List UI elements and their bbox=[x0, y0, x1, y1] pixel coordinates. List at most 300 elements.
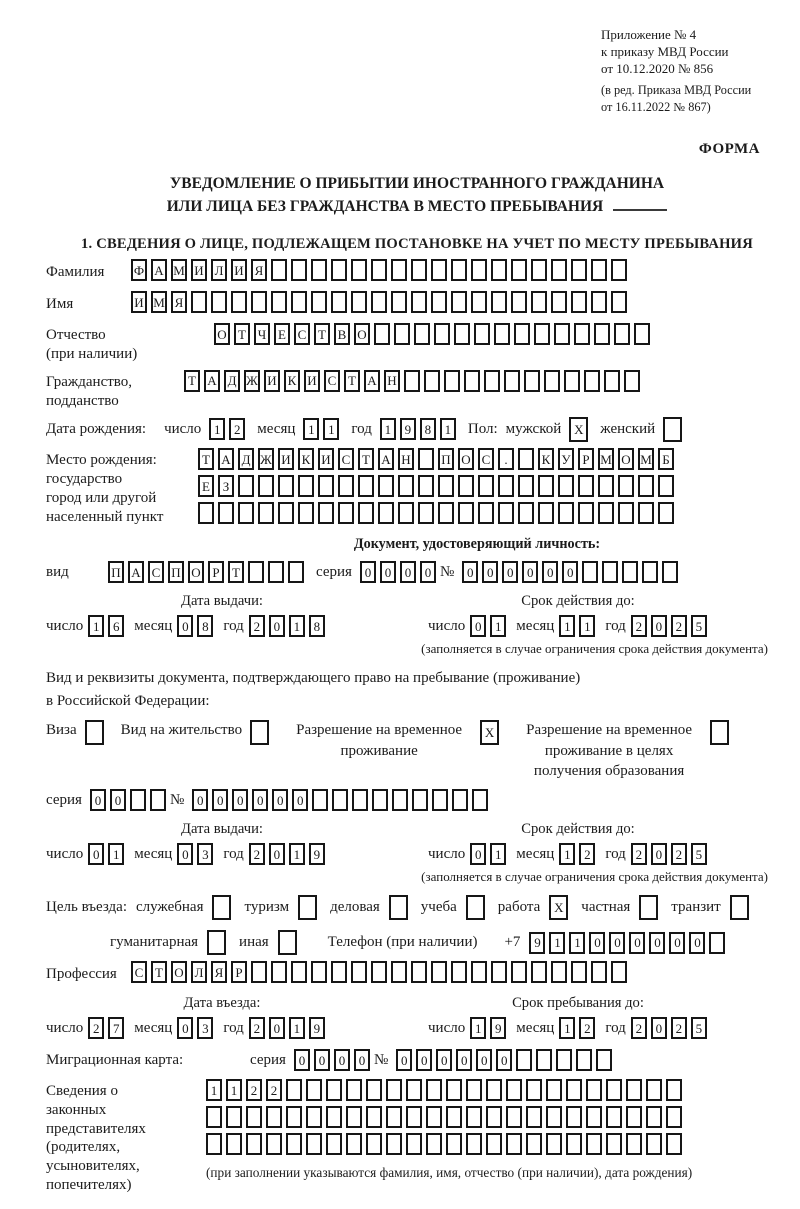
char-box[interactable] bbox=[576, 1049, 592, 1071]
char-box[interactable] bbox=[371, 961, 387, 983]
char-box[interactable] bbox=[566, 1106, 582, 1128]
char-box[interactable] bbox=[251, 291, 267, 313]
char-box[interactable] bbox=[516, 1049, 532, 1071]
char-box[interactable] bbox=[311, 291, 327, 313]
char-box[interactable]: 1 bbox=[490, 615, 506, 637]
char-box[interactable] bbox=[638, 502, 654, 524]
char-box[interactable] bbox=[366, 1133, 382, 1155]
char-box[interactable]: 0 bbox=[334, 1049, 350, 1071]
char-box[interactable] bbox=[606, 1133, 622, 1155]
char-box[interactable] bbox=[351, 259, 367, 281]
char-box[interactable] bbox=[306, 1106, 322, 1128]
char-box[interactable]: 2 bbox=[671, 1017, 687, 1039]
char-box[interactable] bbox=[511, 291, 527, 313]
char-box[interactable] bbox=[526, 1079, 542, 1101]
char-box[interactable]: 1 bbox=[303, 418, 319, 440]
char-box[interactable] bbox=[578, 502, 594, 524]
char-box[interactable]: А bbox=[364, 370, 380, 392]
char-box[interactable]: С bbox=[338, 448, 354, 470]
char-box[interactable]: О bbox=[458, 448, 474, 470]
char-box[interactable]: 6 bbox=[108, 615, 124, 637]
char-box[interactable] bbox=[278, 475, 294, 497]
char-box[interactable] bbox=[551, 259, 567, 281]
char-box[interactable] bbox=[191, 291, 207, 313]
char-box[interactable]: 2 bbox=[579, 843, 595, 865]
char-box[interactable]: 1 bbox=[569, 932, 585, 954]
char-box[interactable] bbox=[352, 789, 368, 811]
char-box[interactable] bbox=[504, 370, 520, 392]
char-box[interactable]: 0 bbox=[669, 932, 685, 954]
char-box[interactable] bbox=[478, 502, 494, 524]
char-box[interactable] bbox=[318, 475, 334, 497]
char-box[interactable]: 0 bbox=[651, 615, 667, 637]
char-box[interactable] bbox=[351, 291, 367, 313]
char-box[interactable] bbox=[454, 323, 470, 345]
char-box[interactable]: Д bbox=[238, 448, 254, 470]
char-box[interactable] bbox=[646, 1079, 662, 1101]
char-box[interactable]: 1 bbox=[289, 615, 305, 637]
char-box[interactable]: И bbox=[264, 370, 280, 392]
char-box[interactable] bbox=[491, 291, 507, 313]
char-box[interactable]: 2 bbox=[631, 843, 647, 865]
char-box[interactable]: 3 bbox=[197, 843, 213, 865]
char-box[interactable]: X bbox=[569, 417, 588, 442]
char-box[interactable]: П bbox=[168, 561, 184, 583]
char-box[interactable] bbox=[298, 475, 314, 497]
char-box[interactable]: Ф bbox=[131, 259, 147, 281]
char-box[interactable]: 1 bbox=[440, 418, 456, 440]
char-box[interactable] bbox=[446, 1079, 462, 1101]
char-box[interactable] bbox=[226, 1106, 242, 1128]
char-box[interactable]: 3 bbox=[197, 1017, 213, 1039]
char-box[interactable] bbox=[646, 1133, 662, 1155]
char-box[interactable] bbox=[546, 1133, 562, 1155]
char-box[interactable]: И bbox=[231, 259, 247, 281]
char-box[interactable] bbox=[586, 1079, 602, 1101]
char-box[interactable]: 0 bbox=[396, 1049, 412, 1071]
char-box[interactable] bbox=[558, 502, 574, 524]
char-box[interactable] bbox=[452, 789, 468, 811]
char-box[interactable] bbox=[331, 259, 347, 281]
char-box[interactable] bbox=[386, 1079, 402, 1101]
char-box[interactable] bbox=[411, 259, 427, 281]
char-box[interactable]: 8 bbox=[197, 615, 213, 637]
char-box[interactable]: М bbox=[598, 448, 614, 470]
char-box[interactable] bbox=[498, 475, 514, 497]
char-box[interactable]: 0 bbox=[609, 932, 625, 954]
char-box[interactable]: 1 bbox=[559, 1017, 575, 1039]
char-box[interactable] bbox=[618, 475, 634, 497]
char-box[interactable] bbox=[338, 475, 354, 497]
char-box[interactable]: . bbox=[498, 448, 514, 470]
char-box[interactable]: 0 bbox=[651, 1017, 667, 1039]
char-box[interactable] bbox=[404, 370, 420, 392]
char-box[interactable]: С bbox=[478, 448, 494, 470]
char-box[interactable]: Н bbox=[384, 370, 400, 392]
char-box[interactable] bbox=[391, 961, 407, 983]
char-box[interactable] bbox=[411, 961, 427, 983]
char-box[interactable] bbox=[524, 370, 540, 392]
char-box[interactable]: А bbox=[204, 370, 220, 392]
char-box[interactable] bbox=[551, 961, 567, 983]
char-box[interactable] bbox=[624, 370, 640, 392]
char-box[interactable] bbox=[366, 1079, 382, 1101]
char-box[interactable] bbox=[571, 291, 587, 313]
char-box[interactable] bbox=[558, 475, 574, 497]
char-box[interactable] bbox=[258, 475, 274, 497]
char-box[interactable]: 0 bbox=[232, 789, 248, 811]
char-box[interactable]: 2 bbox=[249, 1017, 265, 1039]
char-box[interactable] bbox=[602, 561, 618, 583]
char-box[interactable]: П bbox=[438, 448, 454, 470]
char-box[interactable] bbox=[431, 291, 447, 313]
char-box[interactable] bbox=[451, 259, 467, 281]
char-box[interactable] bbox=[278, 930, 297, 955]
char-box[interactable]: 0 bbox=[314, 1049, 330, 1071]
char-box[interactable]: 0 bbox=[689, 932, 705, 954]
char-box[interactable]: 2 bbox=[631, 615, 647, 637]
char-box[interactable] bbox=[358, 502, 374, 524]
char-box[interactable]: 0 bbox=[651, 843, 667, 865]
char-box[interactable]: 0 bbox=[252, 789, 268, 811]
char-box[interactable]: Б bbox=[658, 448, 674, 470]
char-box[interactable]: Е bbox=[274, 323, 290, 345]
char-box[interactable]: 2 bbox=[579, 1017, 595, 1039]
char-box[interactable] bbox=[438, 475, 454, 497]
char-box[interactable] bbox=[212, 895, 231, 920]
char-box[interactable] bbox=[251, 961, 267, 983]
char-box[interactable]: 2 bbox=[671, 843, 687, 865]
char-box[interactable] bbox=[246, 1106, 262, 1128]
char-box[interactable]: 1 bbox=[289, 1017, 305, 1039]
char-box[interactable] bbox=[639, 895, 658, 920]
char-box[interactable] bbox=[622, 561, 638, 583]
char-box[interactable] bbox=[566, 1079, 582, 1101]
char-box[interactable] bbox=[611, 961, 627, 983]
char-box[interactable]: 0 bbox=[380, 561, 396, 583]
char-box[interactable]: 9 bbox=[400, 418, 416, 440]
char-box[interactable] bbox=[564, 370, 580, 392]
char-box[interactable]: А bbox=[378, 448, 394, 470]
char-box[interactable] bbox=[392, 789, 408, 811]
char-box[interactable]: 0 bbox=[629, 932, 645, 954]
char-box[interactable] bbox=[594, 323, 610, 345]
char-box[interactable] bbox=[426, 1079, 442, 1101]
char-box[interactable] bbox=[486, 1079, 502, 1101]
char-box[interactable]: Р bbox=[231, 961, 247, 983]
char-box[interactable] bbox=[418, 502, 434, 524]
char-box[interactable]: 5 bbox=[691, 843, 707, 865]
char-box[interactable] bbox=[248, 561, 264, 583]
char-box[interactable] bbox=[398, 475, 414, 497]
char-box[interactable] bbox=[544, 370, 560, 392]
char-box[interactable] bbox=[291, 961, 307, 983]
char-box[interactable] bbox=[291, 291, 307, 313]
char-box[interactable] bbox=[268, 561, 284, 583]
char-box[interactable] bbox=[466, 895, 485, 920]
char-box[interactable]: А bbox=[151, 259, 167, 281]
char-box[interactable]: X bbox=[480, 720, 499, 745]
char-box[interactable]: 0 bbox=[177, 615, 193, 637]
char-box[interactable] bbox=[311, 259, 327, 281]
char-box[interactable] bbox=[286, 1133, 302, 1155]
char-box[interactable]: И bbox=[304, 370, 320, 392]
char-box[interactable]: 0 bbox=[496, 1049, 512, 1071]
char-box[interactable] bbox=[426, 1106, 442, 1128]
char-box[interactable]: Я bbox=[171, 291, 187, 313]
char-box[interactable]: М bbox=[638, 448, 654, 470]
char-box[interactable] bbox=[211, 291, 227, 313]
char-box[interactable] bbox=[598, 475, 614, 497]
char-box[interactable]: А bbox=[218, 448, 234, 470]
char-box[interactable]: О bbox=[188, 561, 204, 583]
char-box[interactable]: 2 bbox=[631, 1017, 647, 1039]
char-box[interactable]: Ж bbox=[244, 370, 260, 392]
char-box[interactable]: 0 bbox=[470, 843, 486, 865]
char-box[interactable] bbox=[546, 1079, 562, 1101]
char-box[interactable] bbox=[351, 961, 367, 983]
char-box[interactable] bbox=[271, 259, 287, 281]
char-box[interactable] bbox=[206, 1106, 222, 1128]
char-box[interactable] bbox=[526, 1133, 542, 1155]
char-box[interactable] bbox=[426, 1133, 442, 1155]
char-box[interactable]: 0 bbox=[90, 789, 106, 811]
char-box[interactable]: К bbox=[298, 448, 314, 470]
char-box[interactable] bbox=[246, 1133, 262, 1155]
char-box[interactable] bbox=[466, 1079, 482, 1101]
char-box[interactable]: 0 bbox=[212, 789, 228, 811]
char-box[interactable] bbox=[506, 1106, 522, 1128]
char-box[interactable]: Т bbox=[344, 370, 360, 392]
char-box[interactable] bbox=[371, 291, 387, 313]
char-box[interactable] bbox=[598, 502, 614, 524]
char-box[interactable] bbox=[271, 291, 287, 313]
char-box[interactable]: Т bbox=[314, 323, 330, 345]
char-box[interactable] bbox=[394, 323, 410, 345]
char-box[interactable] bbox=[391, 291, 407, 313]
char-box[interactable]: 1 bbox=[206, 1079, 222, 1101]
char-box[interactable] bbox=[538, 475, 554, 497]
char-box[interactable] bbox=[266, 1133, 282, 1155]
char-box[interactable]: Т bbox=[151, 961, 167, 983]
char-box[interactable]: 2 bbox=[249, 615, 265, 637]
char-box[interactable] bbox=[574, 323, 590, 345]
char-box[interactable]: С bbox=[294, 323, 310, 345]
char-box[interactable] bbox=[218, 502, 234, 524]
char-box[interactable] bbox=[378, 502, 394, 524]
char-box[interactable] bbox=[709, 932, 725, 954]
char-box[interactable] bbox=[226, 1133, 242, 1155]
char-box[interactable] bbox=[531, 961, 547, 983]
char-box[interactable]: 8 bbox=[420, 418, 436, 440]
char-box[interactable]: 0 bbox=[462, 561, 478, 583]
char-box[interactable] bbox=[471, 291, 487, 313]
char-box[interactable]: Т bbox=[184, 370, 200, 392]
char-box[interactable] bbox=[626, 1079, 642, 1101]
char-box[interactable]: 1 bbox=[226, 1079, 242, 1101]
char-box[interactable] bbox=[414, 323, 430, 345]
char-box[interactable]: 0 bbox=[177, 1017, 193, 1039]
char-box[interactable] bbox=[494, 323, 510, 345]
char-box[interactable] bbox=[207, 930, 226, 955]
char-box[interactable] bbox=[298, 895, 317, 920]
char-box[interactable] bbox=[424, 370, 440, 392]
char-box[interactable]: 1 bbox=[549, 932, 565, 954]
char-box[interactable] bbox=[238, 475, 254, 497]
char-box[interactable] bbox=[566, 1133, 582, 1155]
char-box[interactable] bbox=[606, 1106, 622, 1128]
char-box[interactable] bbox=[578, 475, 594, 497]
char-box[interactable]: Р bbox=[578, 448, 594, 470]
char-box[interactable]: 1 bbox=[380, 418, 396, 440]
char-box[interactable] bbox=[646, 1106, 662, 1128]
char-box[interactable] bbox=[458, 475, 474, 497]
char-box[interactable]: 0 bbox=[542, 561, 558, 583]
char-box[interactable]: 9 bbox=[529, 932, 545, 954]
char-box[interactable] bbox=[538, 502, 554, 524]
char-box[interactable] bbox=[371, 259, 387, 281]
char-box[interactable] bbox=[506, 1133, 522, 1155]
char-box[interactable] bbox=[346, 1133, 362, 1155]
char-box[interactable]: Т bbox=[228, 561, 244, 583]
char-box[interactable]: 0 bbox=[269, 615, 285, 637]
char-box[interactable]: 0 bbox=[476, 1049, 492, 1071]
char-box[interactable]: 1 bbox=[559, 843, 575, 865]
char-box[interactable] bbox=[444, 370, 460, 392]
char-box[interactable] bbox=[591, 961, 607, 983]
char-box[interactable]: 1 bbox=[209, 418, 225, 440]
char-box[interactable] bbox=[432, 789, 448, 811]
char-box[interactable] bbox=[526, 1106, 542, 1128]
char-box[interactable] bbox=[498, 502, 514, 524]
char-box[interactable] bbox=[286, 1079, 302, 1101]
char-box[interactable]: 0 bbox=[649, 932, 665, 954]
char-box[interactable]: И bbox=[131, 291, 147, 313]
char-box[interactable] bbox=[618, 502, 634, 524]
char-box[interactable] bbox=[554, 323, 570, 345]
char-box[interactable]: 0 bbox=[589, 932, 605, 954]
char-box[interactable]: Ж bbox=[258, 448, 274, 470]
char-box[interactable] bbox=[312, 789, 328, 811]
char-box[interactable]: 0 bbox=[436, 1049, 452, 1071]
char-box[interactable] bbox=[130, 789, 146, 811]
char-box[interactable] bbox=[150, 789, 166, 811]
char-box[interactable]: 2 bbox=[249, 843, 265, 865]
char-box[interactable] bbox=[582, 561, 598, 583]
char-box[interactable]: К bbox=[538, 448, 554, 470]
char-box[interactable] bbox=[486, 1133, 502, 1155]
char-box[interactable] bbox=[662, 561, 678, 583]
char-box[interactable] bbox=[411, 291, 427, 313]
char-box[interactable]: 2 bbox=[671, 615, 687, 637]
char-box[interactable] bbox=[484, 370, 500, 392]
char-box[interactable]: 0 bbox=[110, 789, 126, 811]
char-box[interactable] bbox=[386, 1106, 402, 1128]
char-box[interactable] bbox=[536, 1049, 552, 1071]
char-box[interactable] bbox=[531, 291, 547, 313]
char-box[interactable] bbox=[278, 502, 294, 524]
char-box[interactable]: К bbox=[284, 370, 300, 392]
char-box[interactable] bbox=[418, 448, 434, 470]
char-box[interactable] bbox=[472, 789, 488, 811]
char-box[interactable]: 1 bbox=[323, 418, 339, 440]
char-box[interactable]: И bbox=[318, 448, 334, 470]
char-box[interactable] bbox=[591, 291, 607, 313]
char-box[interactable]: А bbox=[128, 561, 144, 583]
char-box[interactable] bbox=[386, 1133, 402, 1155]
char-box[interactable] bbox=[291, 259, 307, 281]
char-box[interactable] bbox=[318, 502, 334, 524]
char-box[interactable] bbox=[658, 475, 674, 497]
char-box[interactable]: Л bbox=[191, 961, 207, 983]
char-box[interactable] bbox=[288, 561, 304, 583]
char-box[interactable] bbox=[634, 323, 650, 345]
char-box[interactable]: 5 bbox=[691, 1017, 707, 1039]
char-box[interactable]: С bbox=[131, 961, 147, 983]
char-box[interactable] bbox=[406, 1106, 422, 1128]
char-box[interactable] bbox=[642, 561, 658, 583]
char-box[interactable]: 1 bbox=[579, 615, 595, 637]
char-box[interactable]: 0 bbox=[272, 789, 288, 811]
char-box[interactable]: X bbox=[549, 895, 568, 920]
char-box[interactable] bbox=[474, 323, 490, 345]
char-box[interactable]: 0 bbox=[88, 843, 104, 865]
char-box[interactable] bbox=[311, 961, 327, 983]
char-box[interactable] bbox=[206, 1133, 222, 1155]
char-box[interactable]: С bbox=[324, 370, 340, 392]
char-box[interactable] bbox=[586, 1106, 602, 1128]
char-box[interactable] bbox=[596, 1049, 612, 1071]
char-box[interactable]: 2 bbox=[246, 1079, 262, 1101]
char-box[interactable]: 0 bbox=[177, 843, 193, 865]
char-box[interactable] bbox=[372, 789, 388, 811]
char-box[interactable]: 1 bbox=[470, 1017, 486, 1039]
char-box[interactable] bbox=[710, 720, 729, 745]
char-box[interactable]: 0 bbox=[269, 843, 285, 865]
char-box[interactable]: 9 bbox=[309, 843, 325, 865]
char-box[interactable] bbox=[666, 1079, 682, 1101]
char-box[interactable]: З bbox=[218, 475, 234, 497]
char-box[interactable] bbox=[326, 1133, 342, 1155]
char-box[interactable]: 8 bbox=[309, 615, 325, 637]
char-box[interactable]: О bbox=[618, 448, 634, 470]
char-box[interactable] bbox=[358, 475, 374, 497]
char-box[interactable] bbox=[346, 1079, 362, 1101]
char-box[interactable]: В bbox=[334, 323, 350, 345]
char-box[interactable] bbox=[511, 961, 527, 983]
char-box[interactable]: И bbox=[191, 259, 207, 281]
char-box[interactable] bbox=[231, 291, 247, 313]
char-box[interactable] bbox=[406, 1133, 422, 1155]
char-box[interactable] bbox=[198, 502, 214, 524]
char-box[interactable] bbox=[391, 259, 407, 281]
char-box[interactable] bbox=[591, 259, 607, 281]
char-box[interactable] bbox=[518, 502, 534, 524]
char-box[interactable]: 0 bbox=[269, 1017, 285, 1039]
char-box[interactable]: 1 bbox=[108, 843, 124, 865]
char-box[interactable] bbox=[271, 961, 287, 983]
char-box[interactable]: Н bbox=[398, 448, 414, 470]
char-box[interactable]: С bbox=[148, 561, 164, 583]
char-box[interactable]: Т bbox=[234, 323, 250, 345]
char-box[interactable] bbox=[471, 259, 487, 281]
char-box[interactable] bbox=[471, 961, 487, 983]
char-box[interactable] bbox=[514, 323, 530, 345]
char-box[interactable] bbox=[306, 1079, 322, 1101]
char-box[interactable]: 0 bbox=[522, 561, 538, 583]
char-box[interactable]: У bbox=[558, 448, 574, 470]
char-box[interactable]: О bbox=[354, 323, 370, 345]
